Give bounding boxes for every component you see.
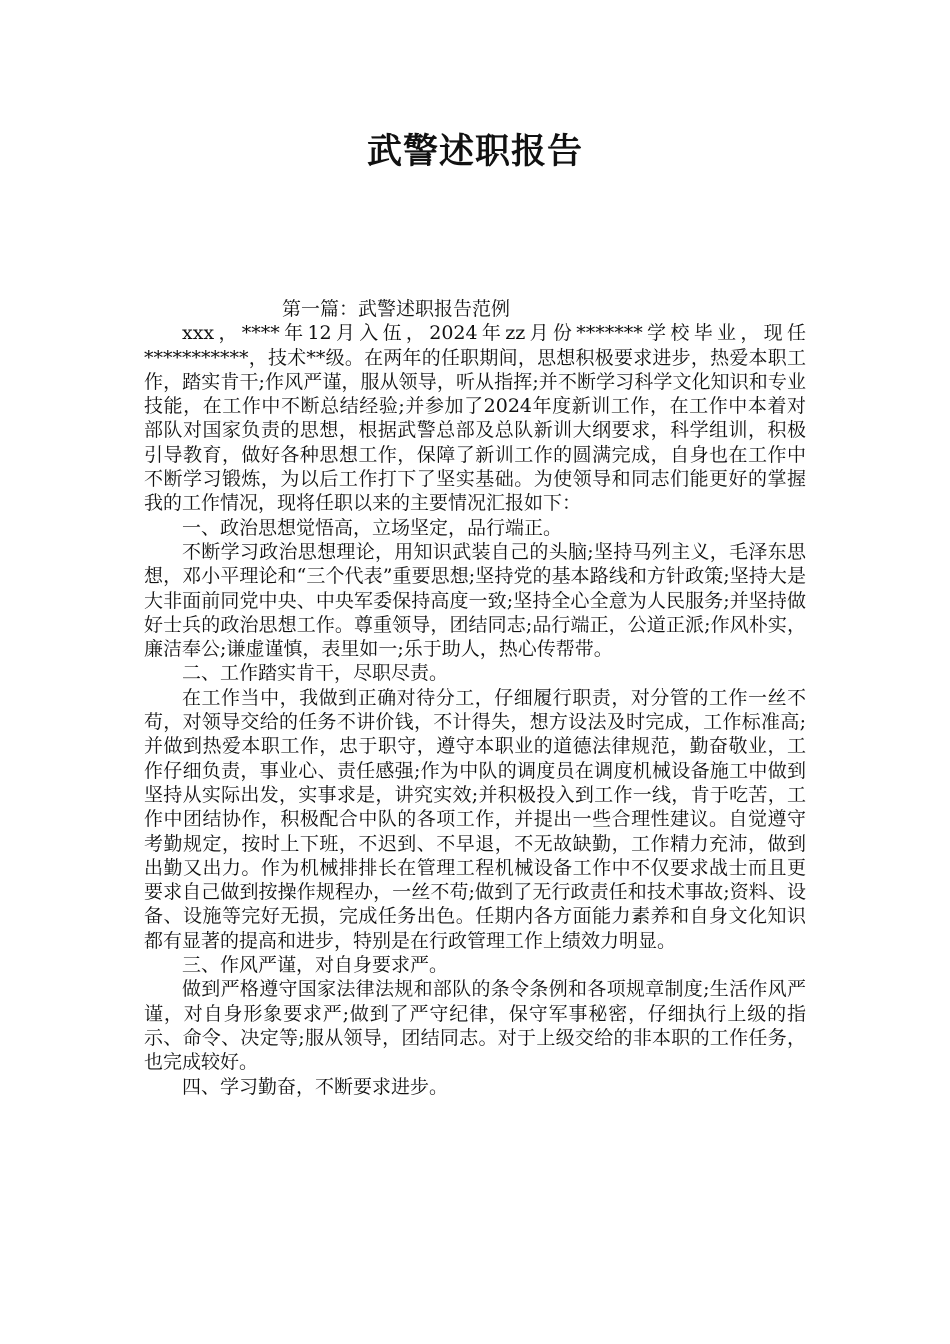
document-body xyxy=(144,297,806,1099)
section-heading-4: 四、学习勤奋，不断要求进步。 xyxy=(182,1075,449,1098)
intro-paragraph: xxx，****年12月入伍，2024年zz月份*******学校毕业，现任***********，技术**级。在两年的任职期间，思想积极要求进步，热爱本职工作，踏实肯干;作风严谨，服从领导，听从指挥;并不断学习科学文化知识和专业技能，在工作中不断总结经验;并参加了2024年度新训工作，在工作中本着对部队对国家负责的思想，根据武警总部及总队新训大纲要求，科学组训，积极引导教育，做好各种思想工作，保障了新训工作的圆满完成，自身也在工作中不断学习锻炼，为以后工作打下了坚实基础。为使领导和同志们能更好的掌握我的工作情况，现将任职以来的主要情况汇报如下： xyxy=(144,322,806,515)
document-subtitle: 第一篇：武警述职报告范例 xyxy=(282,298,511,320)
section-heading-3: 三、作风严谨，对自身要求严。 xyxy=(182,954,449,977)
section-heading-2: 二、工作踏实肯干，尽职尽责。 xyxy=(182,662,449,685)
document-title: 武警述职报告 xyxy=(366,132,583,172)
section-paragraph-3: 做到严格遵守国家法律法规和部队的条令条例和各项规章制度;生活作风严谨，对自身形象要求严;做到了严守纪律，保守军事秘密，仔细执行上级的指示、命令、决定等;服从领导，团结同志。对于上级交给的非本职的工作任务，也完成较好。 xyxy=(144,978,806,1074)
section-paragraph-1: 不断学习政治思想理论，用知识武装自己的头脑;坚持马列主义，毛泽东思想，邓小平理论和“三个代表”重要思想;坚持党的基本路线和方针政策;坚持大是大非面前同党中央、中央军委保持高度一致;坚持全心全意为人民服务;并坚持做好士兵的政治思想工作。尊重领导，团结同志;品行端正，公道正派;作风朴实，廉洁奉公;谦虚谨慎，表里如一;乐于助人，热心传帮带。 xyxy=(144,540,806,661)
section-paragraph-2: 在工作当中，我做到正确对待分工，仔细履行职责，对分管的工作一丝不苟，对领导交给的任务不讲价钱，不计得失，想方设法及时完成，工作标准高;并做到热爱本职工作，忠于职守，遵守本职业的道德法律规范，勤奋敬业，工作仔细负责，事业心、责任感强;作为中队的调度员在调度机械设备施工中做到坚持从实际出发，实事求是，讲究实效;并积极投入到工作一线，肯于吃苦，工作中团结协作，积极配合中队的各项工作，并提出一些合理性建议。自觉遵守考勤规定，按时上下班，不迟到、不早退，不无故缺勤，工作精力充沛，做到出勤又出力。作为机械排排长在管理工程机械设备工作中不仅要求战士而且更要求自己做到按操作规程办，一丝不苟;做到了无行政责任和技术事故;资料、设备、设施等完好无损，完成任务出色。任期内各方面能力素养和自身文化知识都有显著的提高和进步，特别是在行政管理工作上绩效力明显。 xyxy=(144,686,806,952)
section-heading-1: 一、政治思想觉悟高，立场坚定，品行端正。 xyxy=(182,516,563,539)
